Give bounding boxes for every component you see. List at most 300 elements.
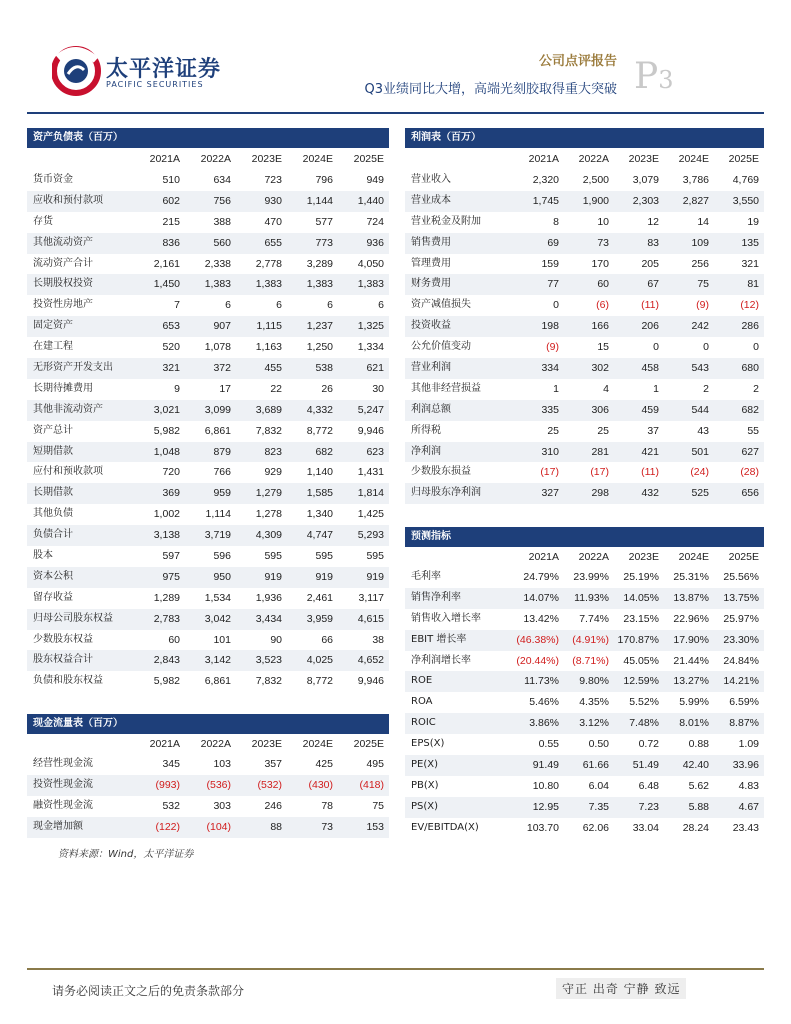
row-label: 利润总额	[411, 403, 451, 415]
year-header: 2025E	[353, 153, 384, 165]
table-row	[405, 483, 764, 504]
cell-value: 67	[647, 278, 659, 291]
cell-value: 3,042	[204, 612, 231, 625]
cell-value: 4,747	[306, 529, 333, 542]
table-row	[27, 337, 389, 358]
cell-value: 37	[647, 424, 659, 437]
page-letter: P	[634, 56, 659, 97]
cell-value: 621	[366, 362, 384, 375]
year-header: 2022A	[578, 551, 609, 563]
table-row	[405, 337, 764, 358]
cell-value: 936	[366, 236, 384, 249]
cell-value: 1,814	[357, 487, 384, 500]
data-source-note: 资料来源：Wind，太平洋证券	[58, 849, 194, 860]
cell-value: 458	[641, 362, 659, 375]
row-label: PE(X)	[411, 759, 439, 771]
cell-value: 1,279	[255, 487, 282, 500]
cell-value: 432	[641, 487, 659, 500]
cell-value: 1,450	[153, 278, 180, 291]
cell-value: 602	[162, 194, 180, 207]
cell-value: 577	[315, 215, 333, 228]
row-label: 归母股东净利润	[411, 487, 481, 499]
cell-value: 1,237	[306, 320, 333, 333]
cell-value: 1,048	[153, 445, 180, 458]
cell-value: 60	[597, 278, 609, 291]
table-row	[405, 734, 764, 755]
table-row	[27, 421, 389, 442]
cell-value: 3,079	[632, 174, 659, 186]
cell-value: 930	[264, 194, 282, 207]
cell-value: 153	[366, 820, 384, 833]
table-row	[27, 233, 389, 254]
cell-value: 345	[162, 758, 180, 770]
forecast-indicators-table	[405, 527, 764, 839]
cell-value: 1,114	[205, 508, 231, 521]
logo-chinese-name: 太平洋证券	[106, 57, 222, 82]
cell-value: 42.40	[682, 759, 709, 772]
row-label: 资产总计	[33, 424, 73, 436]
row-label: 管理费用	[411, 257, 451, 269]
cell-value: 3,719	[204, 529, 231, 542]
table-row	[405, 400, 764, 421]
cell-value: 1,745	[532, 194, 559, 207]
cell-value: 30	[372, 382, 384, 395]
cell-value: 595	[264, 550, 282, 563]
cell-value: 62.06	[582, 821, 609, 834]
cell-value: 949	[366, 174, 384, 186]
cell-value: 1,163	[255, 341, 282, 354]
row-label: 销售净利率	[411, 591, 461, 603]
cell-value: 1.09	[738, 738, 759, 751]
cell-value: 12.95	[532, 800, 559, 813]
cash-flow-table	[27, 714, 389, 838]
cell-value: (24)	[690, 466, 709, 479]
table-row	[27, 567, 389, 588]
cell-value: 73	[321, 820, 333, 833]
table-row	[27, 358, 389, 379]
cell-value: 14.07%	[523, 591, 559, 604]
table-row	[405, 442, 764, 463]
logo-english-name: PACIFIC SECURITIES	[106, 80, 204, 89]
cell-value: 13.75%	[723, 591, 759, 604]
cell-value: 7.48%	[629, 717, 659, 730]
cell-value: 0.55	[538, 738, 559, 751]
cell-value: 19	[747, 215, 759, 228]
row-label: EV/EBITDA(X)	[411, 821, 479, 833]
cell-value: 369	[162, 487, 180, 500]
year-header: 2025E	[353, 738, 384, 750]
cell-value: 23.30%	[723, 633, 759, 646]
cell-value: (9)	[696, 299, 709, 312]
cell-value: 388	[213, 215, 231, 228]
row-label: 负债和股东权益	[33, 675, 103, 687]
cell-value: 22	[270, 382, 282, 395]
cell-value: 520	[162, 341, 180, 354]
cell-value: 2,161	[153, 257, 180, 270]
cell-value: (122)	[155, 820, 180, 833]
cell-value: 1,115	[256, 320, 282, 333]
cell-value: 510	[162, 174, 180, 186]
row-label: ROA	[411, 696, 433, 708]
income-statement-table	[405, 128, 764, 504]
cell-value: 919	[315, 570, 333, 583]
row-label: 净利润增长率	[411, 654, 471, 666]
cell-value: 166	[591, 320, 609, 333]
table-row	[405, 254, 764, 275]
cell-value: 766	[213, 466, 231, 479]
table-row	[27, 254, 389, 275]
cell-value: 205	[641, 257, 659, 270]
cell-value: 3,289	[306, 257, 333, 270]
year-header: 2022A	[200, 738, 231, 750]
row-label: 融资性现金流	[33, 799, 93, 811]
cell-value: 25.97%	[723, 612, 759, 625]
cell-value: 538	[315, 362, 333, 375]
row-label: 股东权益合计	[33, 654, 93, 666]
row-label: 投资性现金流	[33, 778, 93, 790]
cell-value: 6	[276, 299, 282, 312]
row-label: 销售费用	[411, 236, 451, 248]
cell-value: 1,440	[357, 194, 384, 207]
footer-divider	[27, 968, 764, 970]
cell-value: 4.67	[738, 800, 759, 813]
cell-value: 2,461	[306, 591, 333, 604]
table-row	[27, 525, 389, 546]
row-label: 长期待摊费用	[33, 382, 93, 394]
cell-value: 10.80	[532, 779, 559, 792]
table-row	[27, 754, 389, 775]
cell-value: 0.50	[588, 738, 609, 751]
cell-value: 6	[225, 299, 231, 312]
cell-value: 544	[691, 403, 709, 416]
cell-value: 724	[366, 215, 384, 228]
row-label: 短期借款	[33, 445, 73, 457]
table-row	[27, 609, 389, 630]
cell-value: 327	[541, 487, 559, 500]
balance-sheet-table	[27, 128, 389, 692]
cell-value: 5.46%	[529, 696, 559, 709]
year-header: 2022A	[578, 153, 609, 165]
header-spacer	[27, 734, 129, 754]
cell-value: 91.49	[532, 759, 559, 772]
cell-value: 455	[264, 362, 282, 375]
cell-value: (11)	[641, 299, 659, 312]
cell-value: 5.88	[688, 800, 709, 813]
year-header: 2023E	[628, 551, 659, 563]
cell-value: 680	[741, 362, 759, 375]
cell-value: 21.44%	[673, 654, 709, 667]
cell-value: 61.66	[582, 759, 609, 772]
cell-value: 88	[270, 820, 282, 833]
cell-value: 334	[541, 362, 559, 375]
cell-value: 11.93%	[574, 591, 609, 604]
report-type: 公司点评报告	[538, 54, 617, 69]
cell-value: 3,959	[306, 612, 333, 625]
cell-value: 335	[541, 403, 559, 416]
cell-value: 9	[174, 382, 180, 395]
table-row	[27, 546, 389, 567]
cell-value: 17	[219, 382, 231, 395]
cell-value: 215	[162, 215, 180, 228]
cell-value: 470	[264, 215, 282, 228]
cell-value: 919	[366, 570, 384, 583]
year-header: 2021A	[528, 153, 559, 165]
cell-value: 81	[747, 278, 759, 291]
cell-value: 135	[741, 236, 759, 249]
row-label: 营业收入	[411, 174, 451, 185]
cell-value: 595	[315, 550, 333, 563]
cell-value: 532	[162, 799, 180, 812]
page-digit: 3	[658, 66, 674, 94]
table-row	[405, 588, 764, 609]
cell-value: 66	[321, 633, 333, 646]
table-row	[405, 274, 764, 295]
cell-value: 306	[591, 403, 609, 416]
row-label: 营业利润	[411, 362, 451, 374]
cell-value: 8.87%	[729, 717, 759, 730]
cell-value: (532)	[257, 778, 282, 791]
cell-value: 372	[213, 362, 231, 375]
table-row	[27, 212, 389, 233]
table-row	[27, 316, 389, 337]
cell-value: (993)	[155, 778, 180, 791]
cell-value: 6	[327, 299, 333, 312]
cell-value: (536)	[206, 778, 231, 791]
table-row	[27, 274, 389, 295]
row-label: 投资收益	[411, 320, 451, 332]
cell-value: 13.42%	[523, 612, 559, 625]
cell-value: 75	[697, 278, 709, 291]
header-spacer	[27, 148, 129, 170]
cell-value: 720	[162, 466, 180, 479]
cell-value: 6,861	[204, 424, 231, 437]
cell-value: 23.15%	[623, 612, 659, 625]
row-label: 销售收入增长率	[411, 612, 481, 624]
cell-value: 4	[603, 382, 609, 395]
cell-value: 3,786	[682, 174, 709, 186]
row-label: 所得税	[411, 424, 441, 436]
cell-value: 656	[741, 487, 759, 500]
cell-value: 682	[741, 403, 759, 416]
cell-value: 836	[162, 236, 180, 249]
row-label: 资本公积	[33, 570, 73, 582]
year-header: 2022A	[200, 153, 231, 165]
row-label: 固定资产	[33, 320, 73, 332]
row-label: 营业成本	[411, 194, 451, 206]
row-label: 财务费用	[411, 278, 451, 290]
cell-value: 13.87%	[673, 591, 709, 604]
cell-value: 9,946	[357, 675, 384, 688]
table-row	[405, 713, 764, 734]
disclaimer-text: 请务必阅读正文之后的免责条款部分	[52, 984, 245, 998]
cell-value: 23.43	[732, 821, 759, 834]
row-label: 营业税金及附加	[411, 215, 481, 227]
row-label: 流动资产合计	[33, 257, 93, 269]
cell-value: 4,652	[357, 654, 384, 667]
row-label: 应收和预付款项	[33, 194, 103, 206]
cell-value: 6.04	[588, 779, 609, 792]
cell-value: 12	[647, 215, 659, 228]
row-label: 股本	[33, 550, 53, 562]
table-row	[27, 630, 389, 651]
year-header: 2021A	[149, 738, 180, 750]
page-number	[634, 56, 674, 97]
cell-value: 12.59%	[623, 675, 659, 688]
cell-value: 78	[321, 799, 333, 812]
report-title: Q3业绩同比大增，高端光刻胶取得重大突破	[364, 82, 617, 97]
cell-value: 242	[691, 320, 709, 333]
row-label: 毛利率	[411, 571, 441, 582]
cell-value: 2,303	[632, 194, 659, 207]
year-header: 2023E	[628, 153, 659, 165]
row-label: 在建工程	[33, 341, 73, 353]
cell-value: 4,769	[732, 174, 759, 186]
table-row	[405, 379, 764, 400]
table-row	[27, 170, 389, 191]
cell-value: 15	[597, 341, 609, 354]
cell-value: 2,338	[204, 257, 231, 270]
row-label: 长期借款	[33, 487, 73, 499]
cell-value: 3,550	[732, 194, 759, 207]
year-header: 2024E	[678, 551, 709, 563]
cell-value: 2,320	[532, 174, 559, 186]
table-row	[405, 630, 764, 651]
header-divider	[27, 112, 764, 114]
cell-value: 5.99%	[679, 696, 709, 709]
cell-value: 3,138	[153, 529, 180, 542]
year-header-row	[405, 148, 764, 170]
cell-value: 4,025	[306, 654, 333, 667]
table-row	[405, 567, 764, 588]
year-header: 2021A	[149, 153, 180, 165]
row-label: EBIT 增长率	[411, 633, 467, 645]
header-spacer	[405, 547, 509, 567]
cell-value: (8.71%)	[572, 654, 609, 667]
cell-value: 101	[213, 633, 231, 646]
cell-value: 77	[547, 278, 559, 291]
cell-value: 8,772	[306, 675, 333, 688]
row-label: 应付和预收款项	[33, 466, 103, 478]
row-label: PB(X)	[411, 779, 439, 791]
cell-value: 24.79%	[523, 571, 559, 583]
cell-value: 73	[597, 236, 609, 249]
cell-value: 25.56%	[723, 571, 759, 583]
cell-value: 1	[653, 382, 659, 395]
cell-value: 5.52%	[629, 696, 659, 709]
row-label: 存货	[33, 215, 53, 227]
cell-value: 0	[653, 341, 659, 354]
cell-value: 3,117	[358, 591, 384, 604]
row-label: 无形资产开发支出	[33, 362, 113, 374]
table-row	[405, 818, 764, 839]
table-row	[27, 817, 389, 838]
cell-value: 634	[213, 174, 231, 186]
cell-value: 7	[174, 299, 180, 312]
cell-value: 206	[641, 320, 659, 333]
cell-value: 9,946	[357, 424, 384, 437]
cell-value: 2	[703, 382, 709, 395]
cell-value: 33.96	[732, 759, 759, 772]
cell-value: 907	[213, 320, 231, 333]
row-label: 经营性现金流	[33, 758, 93, 769]
year-header-row	[27, 148, 389, 170]
cell-value: 14.21%	[723, 675, 759, 688]
table-row	[405, 212, 764, 233]
cell-value: 7.23	[638, 800, 659, 813]
cell-value: 43	[697, 424, 709, 437]
cell-value: 170	[591, 257, 609, 270]
table-row	[27, 442, 389, 463]
cell-value: 459	[641, 403, 659, 416]
cell-value: 543	[691, 362, 709, 375]
cell-value: (9)	[546, 341, 559, 354]
year-header: 2025E	[728, 551, 759, 563]
cell-value: 302	[591, 362, 609, 375]
cell-value: 7,832	[255, 675, 282, 688]
cell-value: 25.19%	[623, 571, 659, 583]
cell-value: 7,832	[255, 424, 282, 437]
year-header: 2024E	[302, 738, 333, 750]
year-header: 2025E	[728, 153, 759, 165]
cell-value: 7.74%	[579, 612, 609, 625]
table-body	[405, 170, 764, 504]
cell-value: 3,523	[255, 654, 282, 667]
table-row	[27, 483, 389, 504]
cell-value: 0	[553, 299, 559, 312]
cell-value: 109	[691, 236, 709, 249]
cell-value: 23.99%	[573, 571, 609, 583]
row-label: 其他负债	[33, 508, 73, 520]
cell-value: 1,383	[204, 278, 231, 291]
cell-value: (20.44%)	[516, 654, 559, 667]
row-label: 投资性房地产	[33, 299, 93, 311]
table-row	[27, 671, 389, 692]
table-title: 现金流量表（百万）	[27, 714, 389, 734]
row-label: ROE	[411, 675, 433, 687]
cell-value: (4.91%)	[572, 633, 609, 646]
cell-value: 1,340	[306, 508, 333, 521]
cell-value: 595	[366, 550, 384, 563]
row-label: EPS(X)	[411, 738, 445, 750]
cell-value: 823	[264, 445, 282, 458]
cell-value: 596	[213, 550, 231, 563]
cell-value: 14.05%	[623, 591, 659, 604]
cell-value: 9.80%	[579, 675, 609, 688]
table-row	[27, 775, 389, 796]
cell-value: 597	[162, 550, 180, 563]
row-label: 其他非经营损益	[411, 382, 481, 394]
table-title: 预测指标	[405, 527, 764, 547]
year-header: 2023E	[251, 738, 282, 750]
cell-value: 60	[168, 633, 180, 646]
cell-value: 1,900	[582, 194, 609, 207]
cell-value: 623	[366, 445, 384, 458]
cell-value: 525	[691, 487, 709, 500]
cell-value: 2,500	[582, 174, 609, 186]
table-row	[27, 504, 389, 525]
cell-value: 6.48	[638, 779, 659, 792]
year-header: 2024E	[302, 153, 333, 165]
cell-value: 25	[547, 424, 559, 437]
cell-value: 560	[213, 236, 231, 249]
cell-value: 25	[597, 424, 609, 437]
table-body	[405, 567, 764, 839]
cell-value: 170.87%	[617, 633, 659, 646]
cell-value: 756	[213, 194, 231, 207]
row-label: ROIC	[411, 717, 436, 729]
cell-value: (12)	[740, 299, 759, 312]
table-row	[27, 650, 389, 671]
